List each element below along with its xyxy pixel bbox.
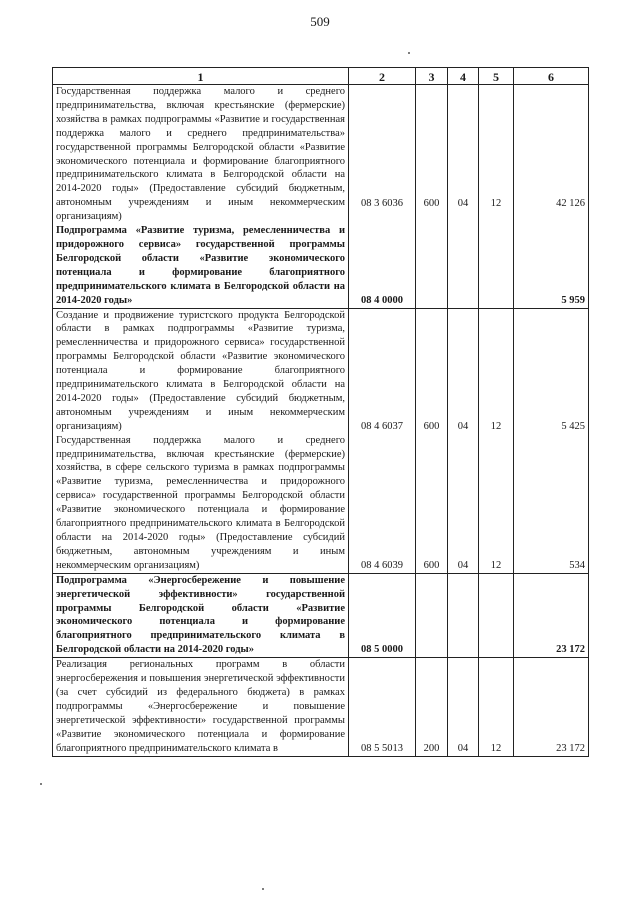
row-amount-cell [514,308,589,573]
row-name: Государственная поддержка малого и среднего предпринимательства, включая крестьянские (фермерские) хозяйства в рамках подпрограммы «Развитие и государственная поддержка малого и среднего предпринимательства» государственной программы Белгородской области «Развитие экономического потенциала и формирование благоприятного предпринимательского климата в Белгородской области на 2014-2020 годы» (Предоставление субсидий бюджетным, автономным учреждениям и иным некоммерческим организациям) [56,86,345,223]
row-rz: 04 [448,658,479,756]
row-amount: 5 425 [561,420,585,432]
row-code: 08 5 5013 [349,658,416,756]
row-code: 08 3 6036 [361,197,403,209]
row-vr: 200 [416,658,448,756]
row-name-cell [53,308,349,573]
row-amount-cell [514,85,589,309]
row-vr [416,573,448,657]
row-vr: 600 [423,559,440,571]
row-pr-cell [479,85,514,309]
row-code: 08 4 0000 [361,294,403,306]
row-amount: 23 172 [514,573,589,657]
row-code-cell [349,308,416,573]
row-pr: 12 [479,658,514,756]
row-pr-cell [479,308,514,573]
row-rz [448,573,479,657]
header-col-3: 3 [416,68,448,85]
row-name-cell [53,85,349,309]
table-row [53,573,589,657]
row-pr: 12 [490,559,502,571]
scan-speck [40,783,42,785]
scan-speck [262,888,264,890]
row-rz: 04 [457,420,469,432]
row-pr: 12 [490,197,502,209]
row-pr: 12 [490,420,502,432]
row-amount: 5 959 [561,294,585,306]
budget-table [52,67,589,757]
table-row [53,85,589,309]
row-name: Создание и продвижение туристского продукта Белгородской области в рамках подпрограммы «Развитие туризма, ремесленничества и придорожного сервиса» государственной программы Белгородской области «Развитие экономического потенциала и формирование благоприятного предпринимательского климата в Белгородской области на 2014-2020 годы» (Предоставление субсидий бюджетным, автономным учреждениям и иным некоммерческим организациям) [56,309,345,432]
row-name: Подпрограмма «Энергосбережение и повышение энергетической эффективности» государственной программы Белгородской области «Развитие экономического потенциала и формирование благоприятного предпринимательского климата в Белгородской области на 2014-2020 годы» [53,573,349,657]
row-rz: 04 [457,197,469,209]
row-amount: 23 172 [514,658,589,756]
row-vr-cell [416,85,448,309]
row-vr: 600 [423,420,440,432]
row-amount: 534 [569,559,585,571]
row-rz-cell [448,308,479,573]
row-amount: 42 126 [556,197,585,209]
header-col-1: 1 [53,68,349,85]
row-code-cell [349,85,416,309]
header-col-4: 4 [448,68,479,85]
row-name: Государственная поддержка малого и среднего предпринимательства, включая крестьянские (фермерские) хозяйства, в сфере сельского туризма в рамках подпрограммы «Развитие туризма, ремесленничества и придорожного сервиса» государственной программы Белгородской области «Развитие экономического потенциала и формирование благоприятного предпринимательского климата в Белгородской области на 2014-2020 годы» (Предоставление субсидий бюджетным, автономным учреждениям и иным некоммерческим организациям) [56,434,345,571]
header-col-5: 5 [479,68,514,85]
row-name: Реализация региональных программ в области энергосбережения и повышения энергетической эффективности (за счет субсидий из федерального бюджета) в рамках подпрограммы «Энергосбережение и повышение энергетической эффективности» государственной программы «Развитие экономического потенциала и формирование благоприятного предпринимательского климата в [53,658,349,756]
header-row [53,68,589,85]
row-vr-cell [416,308,448,573]
table-row [53,308,589,573]
table-row [53,658,589,756]
row-code: 08 4 6039 [361,559,403,571]
header-col-6: 6 [514,68,589,85]
page-number: 509 [310,14,330,29]
row-code: 08 4 6037 [361,420,403,432]
row-rz: 04 [457,559,469,571]
row-name: Подпрограмма «Развитие туризма, ремесленничества и придорожного сервиса» государственной программы Белгородской области «Развитие экономического потенциала и формирование благоприятного предпринимательского климата в Белгородской области на 2014-2020 годы» [56,225,345,306]
row-rz-cell [448,85,479,309]
scan-speck [408,52,410,54]
header-col-2: 2 [349,68,416,85]
row-code: 08 5 0000 [349,573,416,657]
row-vr: 600 [423,197,440,209]
row-pr [479,573,514,657]
